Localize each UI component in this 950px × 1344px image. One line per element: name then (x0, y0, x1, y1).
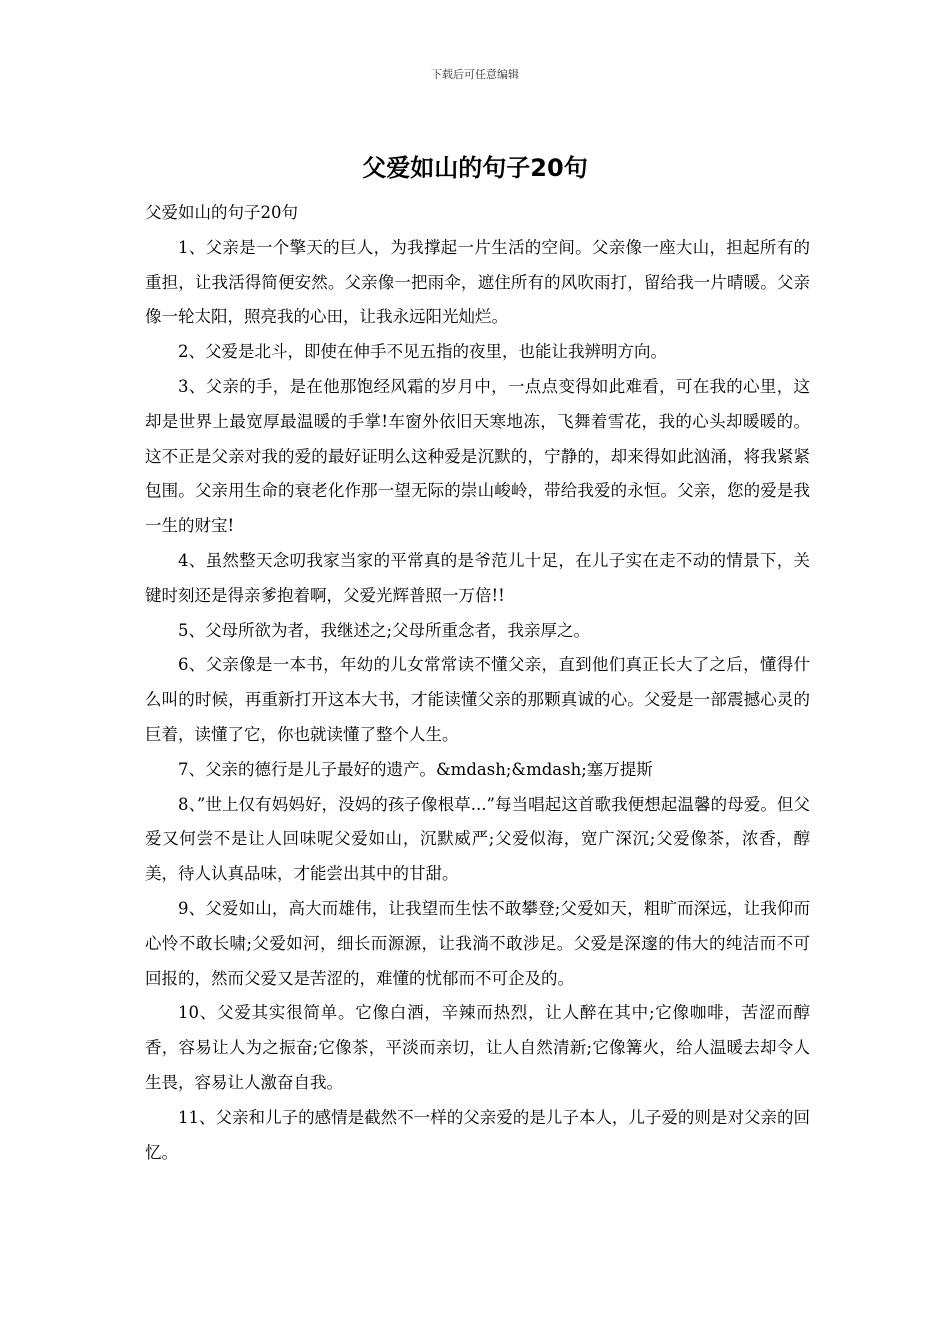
paragraph-1: 1、父亲是一个擎天的巨人，为我撑起一片生活的空间。父亲像一座大山，担起所有的重担，让我活得简便安然。父亲像一把雨伞，遮住所有的风吹雨打，留给我一片晴暖。父亲像一轮太阳，照亮我的心田，让我永远阳光灿烂。 (145, 237, 810, 327)
paragraph-5: 5、父母所欲为者，我继述之;父母所重念者，我亲厚之。 (178, 620, 591, 640)
paragraph-11: 11、父亲和儿子的感情是截然不一样的父亲爱的是儿子本人，儿子爱的则是对父亲的回忆。 (145, 1107, 810, 1162)
paragraph-3: 3、父亲的手，是在他那饱经风霜的岁月中，一点点变得如此难看，可在我的心里，这却是世界上最宽厚最温暖的手掌!车窗外依旧天寒地冻，飞舞着雪花，我的心头却暖暖的。这不正是父亲对我的爱的最好证明么这种爱是沉默的，宁静的，却来得如此汹涌，将我紧紧包围。父亲用生命的衰老化作那一望无际的崇山峻岭，带给我爱的永恒。父亲，您的爱是我一生的财宝! (145, 376, 810, 536)
paragraph-10: 10、父爱其实很简单。它像白酒，辛辣而热烈，让人醉在其中;它像咖啡，苦涩而醇香，容易让人为之振奋;它像茶，平淡而亲切，让人自然清新;它像篝火，给人温暖去却令人生畏，容易让人激奋自我。 (145, 1003, 810, 1092)
paragraph-4: 4、虽然整天念叨我家当家的平常真的是爷范儿十足，在儿子实在走不动的情景下，关键时刻还是得亲爹抱着啊，父爱光辉普照一万倍!! (145, 550, 810, 605)
paragraph-6: 6、父亲像是一本书，年幼的儿女常常读不懂父亲，直到他们真正长大了之后，懂得什么叫的时候，再重新打开这本大书，才能读懂父亲的那颗真诚的心。父爱是一部震撼心灵的巨着，读懂了它，你也就读懂了整个人生。 (145, 655, 810, 744)
paragraph-8: 8、”世上仅有妈妈好，没妈的孩子像根草...”每当唱起这首歌我便想起温馨的母爱。但父爱又何尝不是让人回味呢父爱如山，沉默威严;父爱似海，宽广深沉;父爱像茶，浓香，醇美，待人认真品味，才能尝出其中的甘甜。 (145, 794, 810, 884)
paragraph-2: 2、父爱是北斗，即使在伸手不见五指的夜里，也能让我辨明方向。 (178, 342, 667, 362)
document-title: 父爱如山的句子20句 (362, 154, 588, 182)
page-header: 下载后可任意编辑 (431, 68, 519, 81)
paragraph-7: 7、父亲的德行是儿子最好的遗产。&mdash;&mdash;塞万提斯 (178, 759, 653, 779)
paragraph-9: 9、父爱如山，高大而雄伟，让我望而生怯不敢攀登;父爱如天，粗旷而深远，让我仰而心怜不敢长啸;父爱如河，细长而源源，让我淌不敢涉足。父爱是深邃的伟大的纯洁而不可回报的，然而父爱又是苦涩的，难懂的忧郁而不可企及的。 (145, 898, 810, 988)
document-subtitle: 父爱如山的句子20句 (145, 203, 298, 222)
document-body (145, 196, 810, 1170)
